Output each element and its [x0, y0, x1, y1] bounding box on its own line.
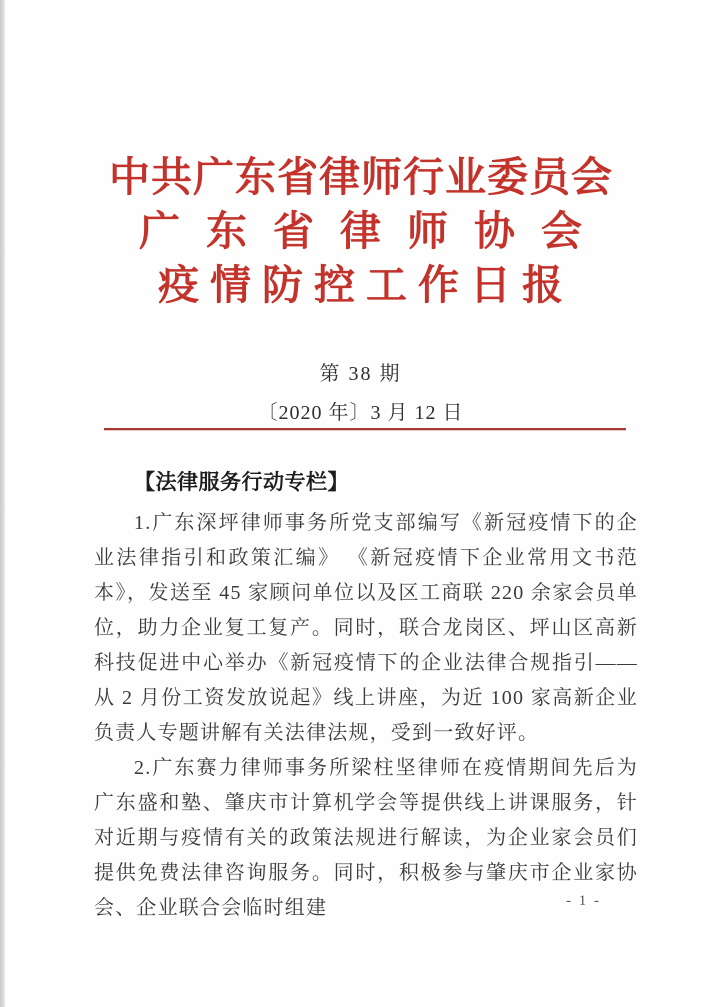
document-title [0, 150, 721, 312]
issue-date: 〔2020 年〕3 月 12 日 [257, 402, 464, 424]
doc-title-line-committee: 中共广东省律师行业委员会 [109, 154, 613, 200]
doc-title-line-association: 广东省律师协会 [139, 208, 608, 254]
section-header-legal-services: 【法律服务行动专栏】 [134, 471, 349, 494]
body-paragraph-2: 2.广东赛力律师事务所梁柱坚律师在疫情期间先后为广东盛和塾、肇庆市计算机学会等提供线上讲课服务，针对近期与疫情有关的政策法规进行解读，为企业家会员们提供免费法律咨询服务。同时，积极参与肇庆市企业家协会、企业联合会临时组建 [94, 757, 638, 919]
body-paragraph-1: 1.广东深坪律师事务所党支部编写《新冠疫情下的企业法律指引和政策汇编》 《新冠疫情下企业常用文书范本》，发送至 45 家顾问单位以及区工商联 220 余家会员单位，助力企业复工复产。同时，联合龙岗区、坪山区高新科技促进中心举办《新冠疫情下的企业法律合规指引——从 2 月份工资发放说起》线上讲座，为近 100 家高新企业负责人专题讲解有关法律法规，受到一致好评。 [94, 512, 638, 744]
red-divider-rule [104, 428, 626, 430]
doc-title-line-report: 疫情防控工作日报 [158, 262, 574, 308]
issue-number: 第 38 期 [319, 363, 402, 385]
document-body [94, 470, 638, 926]
page-number: - 1 - [566, 893, 601, 909]
